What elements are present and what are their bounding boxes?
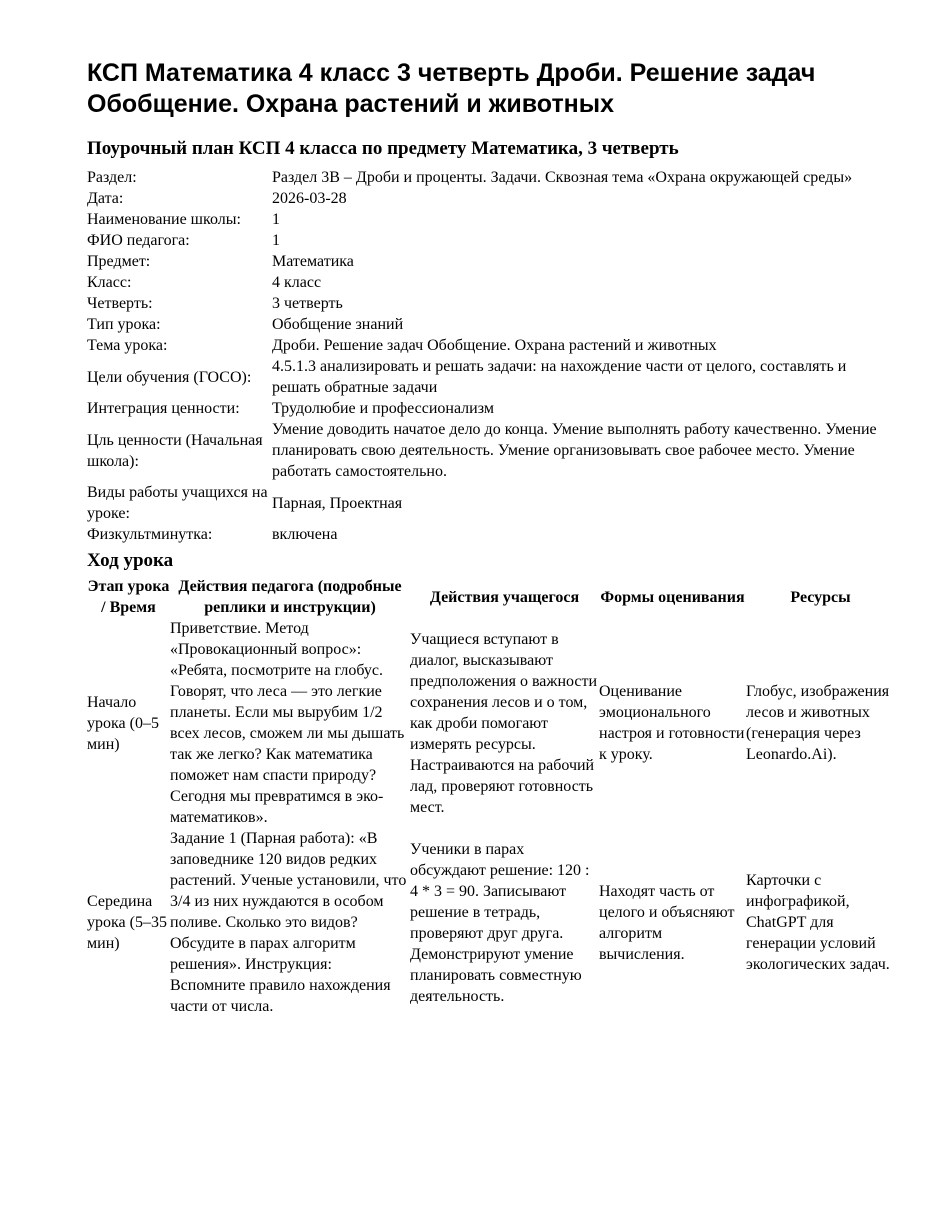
info-label: Цль ценности (Начальная школа): bbox=[87, 431, 263, 470]
header-assessment: Формы оценивания bbox=[600, 588, 745, 606]
info-row bbox=[87, 524, 895, 545]
info-row bbox=[87, 272, 895, 293]
info-row bbox=[87, 230, 895, 251]
lesson-info-table bbox=[87, 167, 895, 545]
info-row bbox=[87, 167, 895, 188]
info-row bbox=[87, 398, 895, 419]
info-value: 1 bbox=[272, 232, 280, 249]
info-value: Дроби. Решение задач Обобщение. Охрана растений и животных bbox=[272, 337, 717, 354]
info-label: Интеграция ценности: bbox=[87, 400, 240, 417]
info-value: Трудолюбие и профессионализм bbox=[272, 400, 494, 417]
info-value: Обобщение знаний bbox=[272, 316, 404, 333]
teacher-actions-cell: Задание 1 (Парная работа): «В заповеднике 120 видов редких растений. Ученые установили, что 3/4 из них нуждаются в особом поливе. Сколько это видов? Обсудите в парах алгоритм решения». Инструкция: Вспомните правило нахождения части от числа. bbox=[170, 830, 407, 1015]
lesson-plan-table bbox=[87, 576, 895, 1017]
info-value: Парная, Проектная bbox=[272, 494, 403, 512]
assessment-cell: Оценивание эмоционального настроя и готовности к уроку. bbox=[599, 683, 745, 763]
info-value: Раздел 3В – Дроби и проценты. Задачи. Сквозная тема «Охрана окружающей среды» bbox=[272, 169, 853, 186]
info-label: Цели обучения (ГОСО): bbox=[87, 368, 252, 386]
header-stage: Этап урока / Время bbox=[87, 578, 170, 616]
info-label: Раздел: bbox=[87, 169, 137, 186]
info-row bbox=[87, 251, 895, 272]
info-label: ФИО педагога: bbox=[87, 232, 190, 249]
lesson-progress-heading: Ход урока bbox=[87, 550, 174, 571]
header-resources: Ресурсы bbox=[790, 588, 851, 606]
header-student-actions: Действия учащегося bbox=[429, 588, 580, 606]
stage-cell: Середина урока (5–35 мин) bbox=[87, 893, 167, 952]
resources-cell: Глобус, изображения лесов и животных (генерация через Leonardo.Ai). bbox=[746, 683, 890, 763]
info-value: включена bbox=[272, 526, 338, 543]
info-label: Виды работы учащихся на уроке: bbox=[87, 484, 268, 522]
teacher-actions-cell: Приветствие. Метод «Провокационный вопрос»: «Ребята, посмотрите на глобус. Говорят, что леса — это легкие планеты. Если мы вырубим 1/2 всех лесов, сможем ли мы дышать так же легко? Как математика поможет нам спасти природу? Сегодня мы превратимся в эко-математиков». bbox=[170, 620, 405, 826]
info-row bbox=[87, 209, 895, 230]
info-row bbox=[87, 419, 895, 482]
info-label: Дата: bbox=[87, 190, 124, 207]
stage-cell: Начало урока (0–5 мин) bbox=[87, 693, 159, 753]
plan-subtitle: Поурочный план КСП 4 класса по предмету Математика, 3 четверть bbox=[87, 138, 679, 159]
info-row bbox=[87, 356, 895, 398]
lesson-plan-row bbox=[87, 618, 895, 828]
info-label: Физкультминутка: bbox=[87, 526, 213, 543]
header-teacher-actions: Действия педагога (подробные реплики и инструкции) bbox=[178, 578, 402, 616]
info-value: 1 bbox=[272, 211, 280, 228]
info-row bbox=[87, 293, 895, 314]
info-label: Предмет: bbox=[87, 253, 151, 270]
lesson-plan-row bbox=[87, 828, 895, 1017]
info-label: Четверть: bbox=[87, 295, 153, 312]
document-page bbox=[87, 58, 895, 1017]
info-value: 2026-03-28 bbox=[272, 190, 347, 207]
lesson-plan-header-row bbox=[87, 576, 895, 618]
info-label: Тема урока: bbox=[87, 337, 168, 354]
student-actions-cell: Ученики в парах обсуждают решение: 120 : 4 * 3 = 90. Записывают решение в тетрадь, проверяют друг друга. Демонстрируют умение планировать совместную деятельность. bbox=[410, 840, 590, 1005]
info-value: 4 класс bbox=[272, 274, 322, 291]
info-label: Класс: bbox=[87, 274, 132, 291]
info-row bbox=[87, 188, 895, 209]
info-value: 3 четверть bbox=[272, 295, 343, 312]
info-value: 4.5.1.3 анализировать и решать задачи: на нахождение части от целого, составлять и решать обратные задачи bbox=[272, 358, 847, 396]
resources-cell: Карточки с инфографикой, ChatGPT для генерации условий экологических задач. bbox=[746, 872, 890, 973]
info-value: Математика bbox=[272, 253, 354, 270]
assessment-cell: Находят часть от целого и объясняют алгоритм вычисления. bbox=[599, 882, 735, 963]
info-row bbox=[87, 314, 895, 335]
info-row bbox=[87, 482, 895, 524]
info-label: Тип урока: bbox=[87, 316, 161, 333]
info-value: Умение доводить начатое дело до конца. Умение выполнять работу качественно. Умение планировать свою деятельность. Умение организовывать свое рабочее место. Умение работать самостоятельно. bbox=[272, 421, 877, 480]
document-title: КСП Математика 4 класс 3 четверть Дроби. Решение задач Обобщение. Охрана растений и животных bbox=[87, 59, 816, 118]
info-row bbox=[87, 335, 895, 356]
student-actions-cell: Учащиеся вступают в диалог, высказывают предположения о важности сохранения лесов и о том, как дроби помогают измерять ресурсы. Настраиваются на рабочий лад, проверяют готовность мест. bbox=[410, 630, 598, 816]
info-label: Наименование школы: bbox=[87, 211, 241, 228]
